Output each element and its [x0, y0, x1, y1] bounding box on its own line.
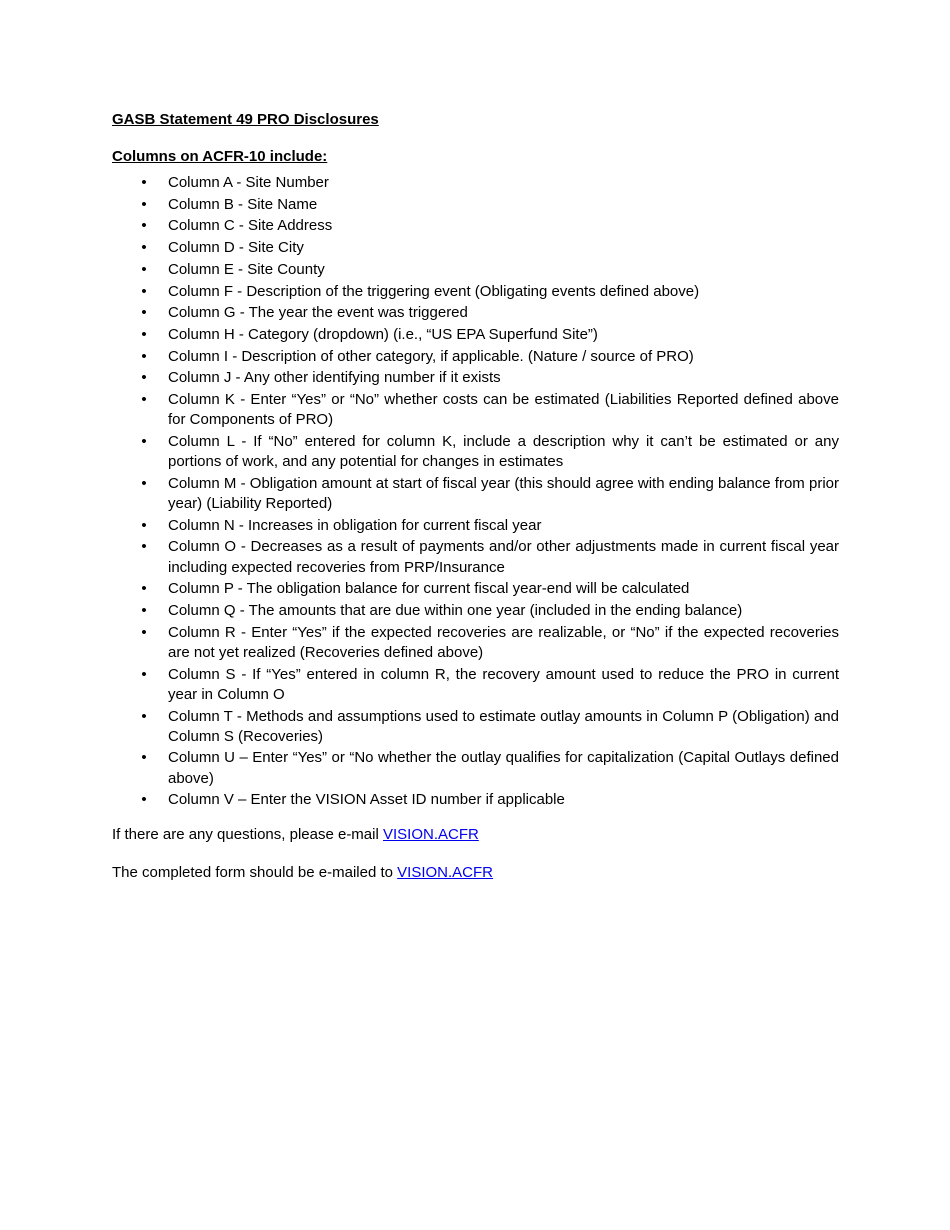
bullet-icon: • — [141, 391, 147, 409]
column-description: Column M - Obligation amount at start of fiscal year (this should agree with ending balance from prior year) (Liability Reported) — [168, 474, 839, 513]
column-description: Column Q - The amounts that are due within one year (included in the ending balance) — [168, 602, 743, 620]
column-description: Column J - Any other identifying number if it exists — [168, 369, 501, 387]
bullet-icon: • — [141, 623, 147, 641]
column-description: Column L - If “No” entered for column K, include a description why it can’t be estimated or any portions of work, and any potential for changes in estimates — [168, 432, 839, 471]
bullet-icon: • — [141, 369, 147, 387]
column-description: Column O - Decreases as a result of payments and/or other adjustments made in current fiscal year including expected recoveries from PRP/Insurance — [168, 538, 839, 576]
column-list-item — [112, 325, 839, 345]
bullet-icon: • — [141, 347, 147, 365]
column-description: Column C - Site Address — [168, 217, 333, 235]
column-list-item — [112, 303, 839, 323]
document-page — [112, 110, 839, 883]
column-list — [112, 173, 839, 811]
column-description: Column N - Increases in obligation for current fiscal year — [168, 516, 542, 534]
column-list-item — [112, 579, 839, 599]
document-title: GASB Statement 49 PRO Disclosures — [112, 111, 379, 128]
column-list-item — [112, 790, 839, 810]
column-description: Column T - Methods and assumptions used to estimate outlay amounts in Column P (Obligation) and Column S (Recoveries) — [168, 707, 839, 745]
column-description: Column F - Description of the triggering event (Obligating events defined above) — [168, 282, 700, 300]
bullet-icon: • — [141, 602, 147, 620]
bullet-icon: • — [141, 474, 147, 492]
column-list-item — [112, 390, 839, 430]
column-list-item — [112, 282, 839, 302]
completed-form-paragraph — [112, 863, 839, 883]
bullet-icon: • — [141, 665, 147, 683]
column-list-item — [112, 623, 839, 663]
bullet-icon: • — [141, 217, 147, 235]
columns-heading: Columns on ACFR-10 include: — [112, 148, 328, 165]
column-description: Column R - Enter “Yes” if the expected recoveries are realizable, or “No” if the expected recoveries are not yet realized (Recoveries defined above) — [168, 623, 839, 661]
bullet-icon: • — [141, 707, 147, 725]
column-description: Column U – Enter “Yes” or “No whether the outlay qualifies for capitalization (Capital Outlays defined above) — [168, 749, 839, 787]
bullet-icon: • — [141, 325, 147, 343]
column-list-item — [112, 368, 839, 388]
column-description: Column P - The obligation balance for current fiscal year-end will be calculated — [168, 580, 690, 598]
column-list-item — [112, 707, 839, 747]
bullet-icon: • — [141, 195, 147, 213]
completed-form-text: The completed form should be e-mailed to — [112, 863, 398, 881]
questions-email-link[interactable]: VISION.ACFR — [382, 825, 479, 843]
bullet-icon: • — [141, 791, 147, 809]
bullet-icon: • — [141, 538, 147, 556]
column-list-item — [112, 516, 839, 536]
column-list-item — [112, 195, 839, 215]
column-list-item — [112, 432, 839, 472]
column-list-item — [112, 238, 839, 258]
column-description: Column E - Site County — [168, 260, 325, 278]
column-description: Column K - Enter “Yes” or “No” whether costs can be estimated (Liabilities Reported defined above for Components of PRO) — [168, 391, 839, 429]
column-list-item — [112, 260, 839, 280]
column-description: Column G - The year the event was triggered — [168, 304, 468, 322]
bullet-icon: • — [141, 580, 147, 598]
bullet-icon: • — [141, 260, 147, 278]
column-list-item — [112, 474, 839, 514]
column-description: Column A - Site Number — [168, 174, 329, 191]
completed-form-email-link[interactable]: VISION.ACFR — [397, 863, 494, 881]
bullet-icon: • — [141, 174, 147, 191]
bullet-icon: • — [141, 749, 147, 767]
column-description: Column B - Site Name — [168, 195, 318, 213]
column-description: Column H - Category (dropdown) (i.e., “US EPA Superfund Site”) — [168, 325, 598, 343]
column-list-item — [112, 665, 839, 705]
bullet-icon: • — [141, 516, 147, 534]
bullet-icon: • — [141, 239, 147, 257]
bullet-icon: • — [141, 282, 147, 300]
questions-paragraph — [112, 825, 839, 845]
bullet-icon: • — [141, 304, 147, 322]
column-list-item — [112, 173, 839, 193]
bullet-icon: • — [141, 432, 147, 450]
column-description: Column S - If “Yes” entered in column R, the recovery amount used to reduce the PRO in current year in Column O — [168, 665, 839, 703]
column-list-item — [112, 347, 839, 367]
column-list-item — [112, 601, 839, 621]
column-description: Column I - Description of other category, if applicable. (Nature / source of PRO) — [168, 347, 694, 365]
column-description: Column V – Enter the VISION Asset ID number if applicable — [168, 791, 565, 809]
column-list-item — [112, 537, 839, 577]
column-description: Column D - Site City — [168, 239, 304, 257]
column-list-item — [112, 216, 839, 236]
questions-text: If there are any questions, please e-mail — [112, 825, 383, 843]
column-list-item — [112, 748, 839, 788]
